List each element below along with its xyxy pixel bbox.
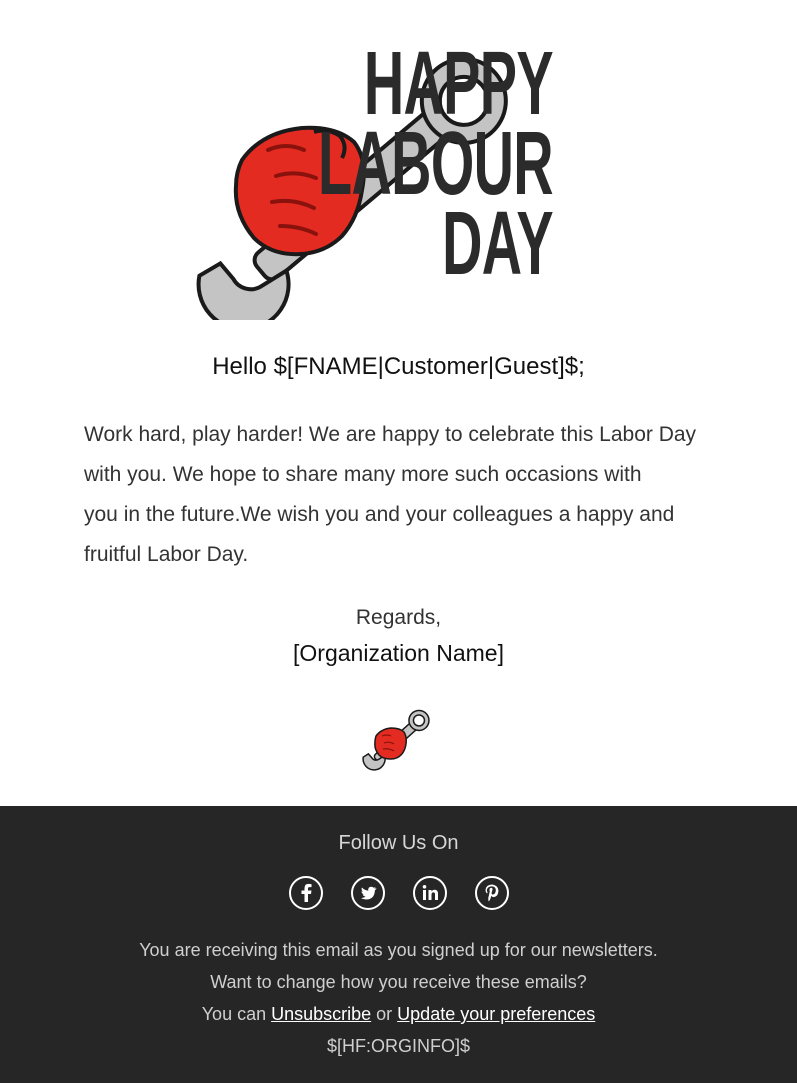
- body-line: fruitful Labor Day.: [84, 543, 249, 566]
- preference-links: [0, 1004, 797, 1025]
- facebook-icon[interactable]: [289, 876, 323, 910]
- body-line: with you. We hope to share many more such occasions with: [84, 463, 642, 486]
- linkedin-icon[interactable]: [413, 876, 447, 910]
- organization-name: [Organization Name]: [293, 640, 504, 666]
- hero-title-line: HAPPY: [363, 34, 553, 134]
- preference-prefix: You can: [201, 1004, 272, 1024]
- social-links: [0, 876, 797, 910]
- unsubscribe-link[interactable]: Unsubscribe: [271, 1004, 372, 1024]
- fist-wrench-small-icon: [360, 702, 436, 780]
- twitter-icon[interactable]: [351, 876, 385, 910]
- preference-or: or: [371, 1004, 398, 1024]
- hero-title: [318, 34, 553, 294]
- footer: [0, 806, 797, 1083]
- org-info: $[HF:ORGINFO]$: [326, 1036, 470, 1056]
- subscription-notice: You are receiving this email as you signed up for our newsletters.: [139, 940, 658, 960]
- body-text: [84, 415, 724, 575]
- hero-title-line: DAY: [442, 194, 553, 294]
- greeting: Hello $[FNAME|Customer|Guest]$;: [212, 353, 585, 380]
- body-line: Work hard, play harder! We are happy to celebrate this Labor Day: [84, 423, 697, 446]
- body-line: you in the future.We wish you and your colleagues a happy and: [84, 503, 675, 526]
- follow-us-label: Follow Us On: [338, 832, 459, 854]
- hero-banner: [0, 0, 797, 330]
- pinterest-icon[interactable]: [475, 876, 509, 910]
- regards-text: Regards,: [355, 606, 442, 629]
- update-preferences-link[interactable]: Update your preferences: [397, 1004, 596, 1024]
- change-preferences-prompt: Want to change how you receive these emails?: [210, 972, 587, 992]
- hero-title-line: LABOUR: [318, 114, 553, 214]
